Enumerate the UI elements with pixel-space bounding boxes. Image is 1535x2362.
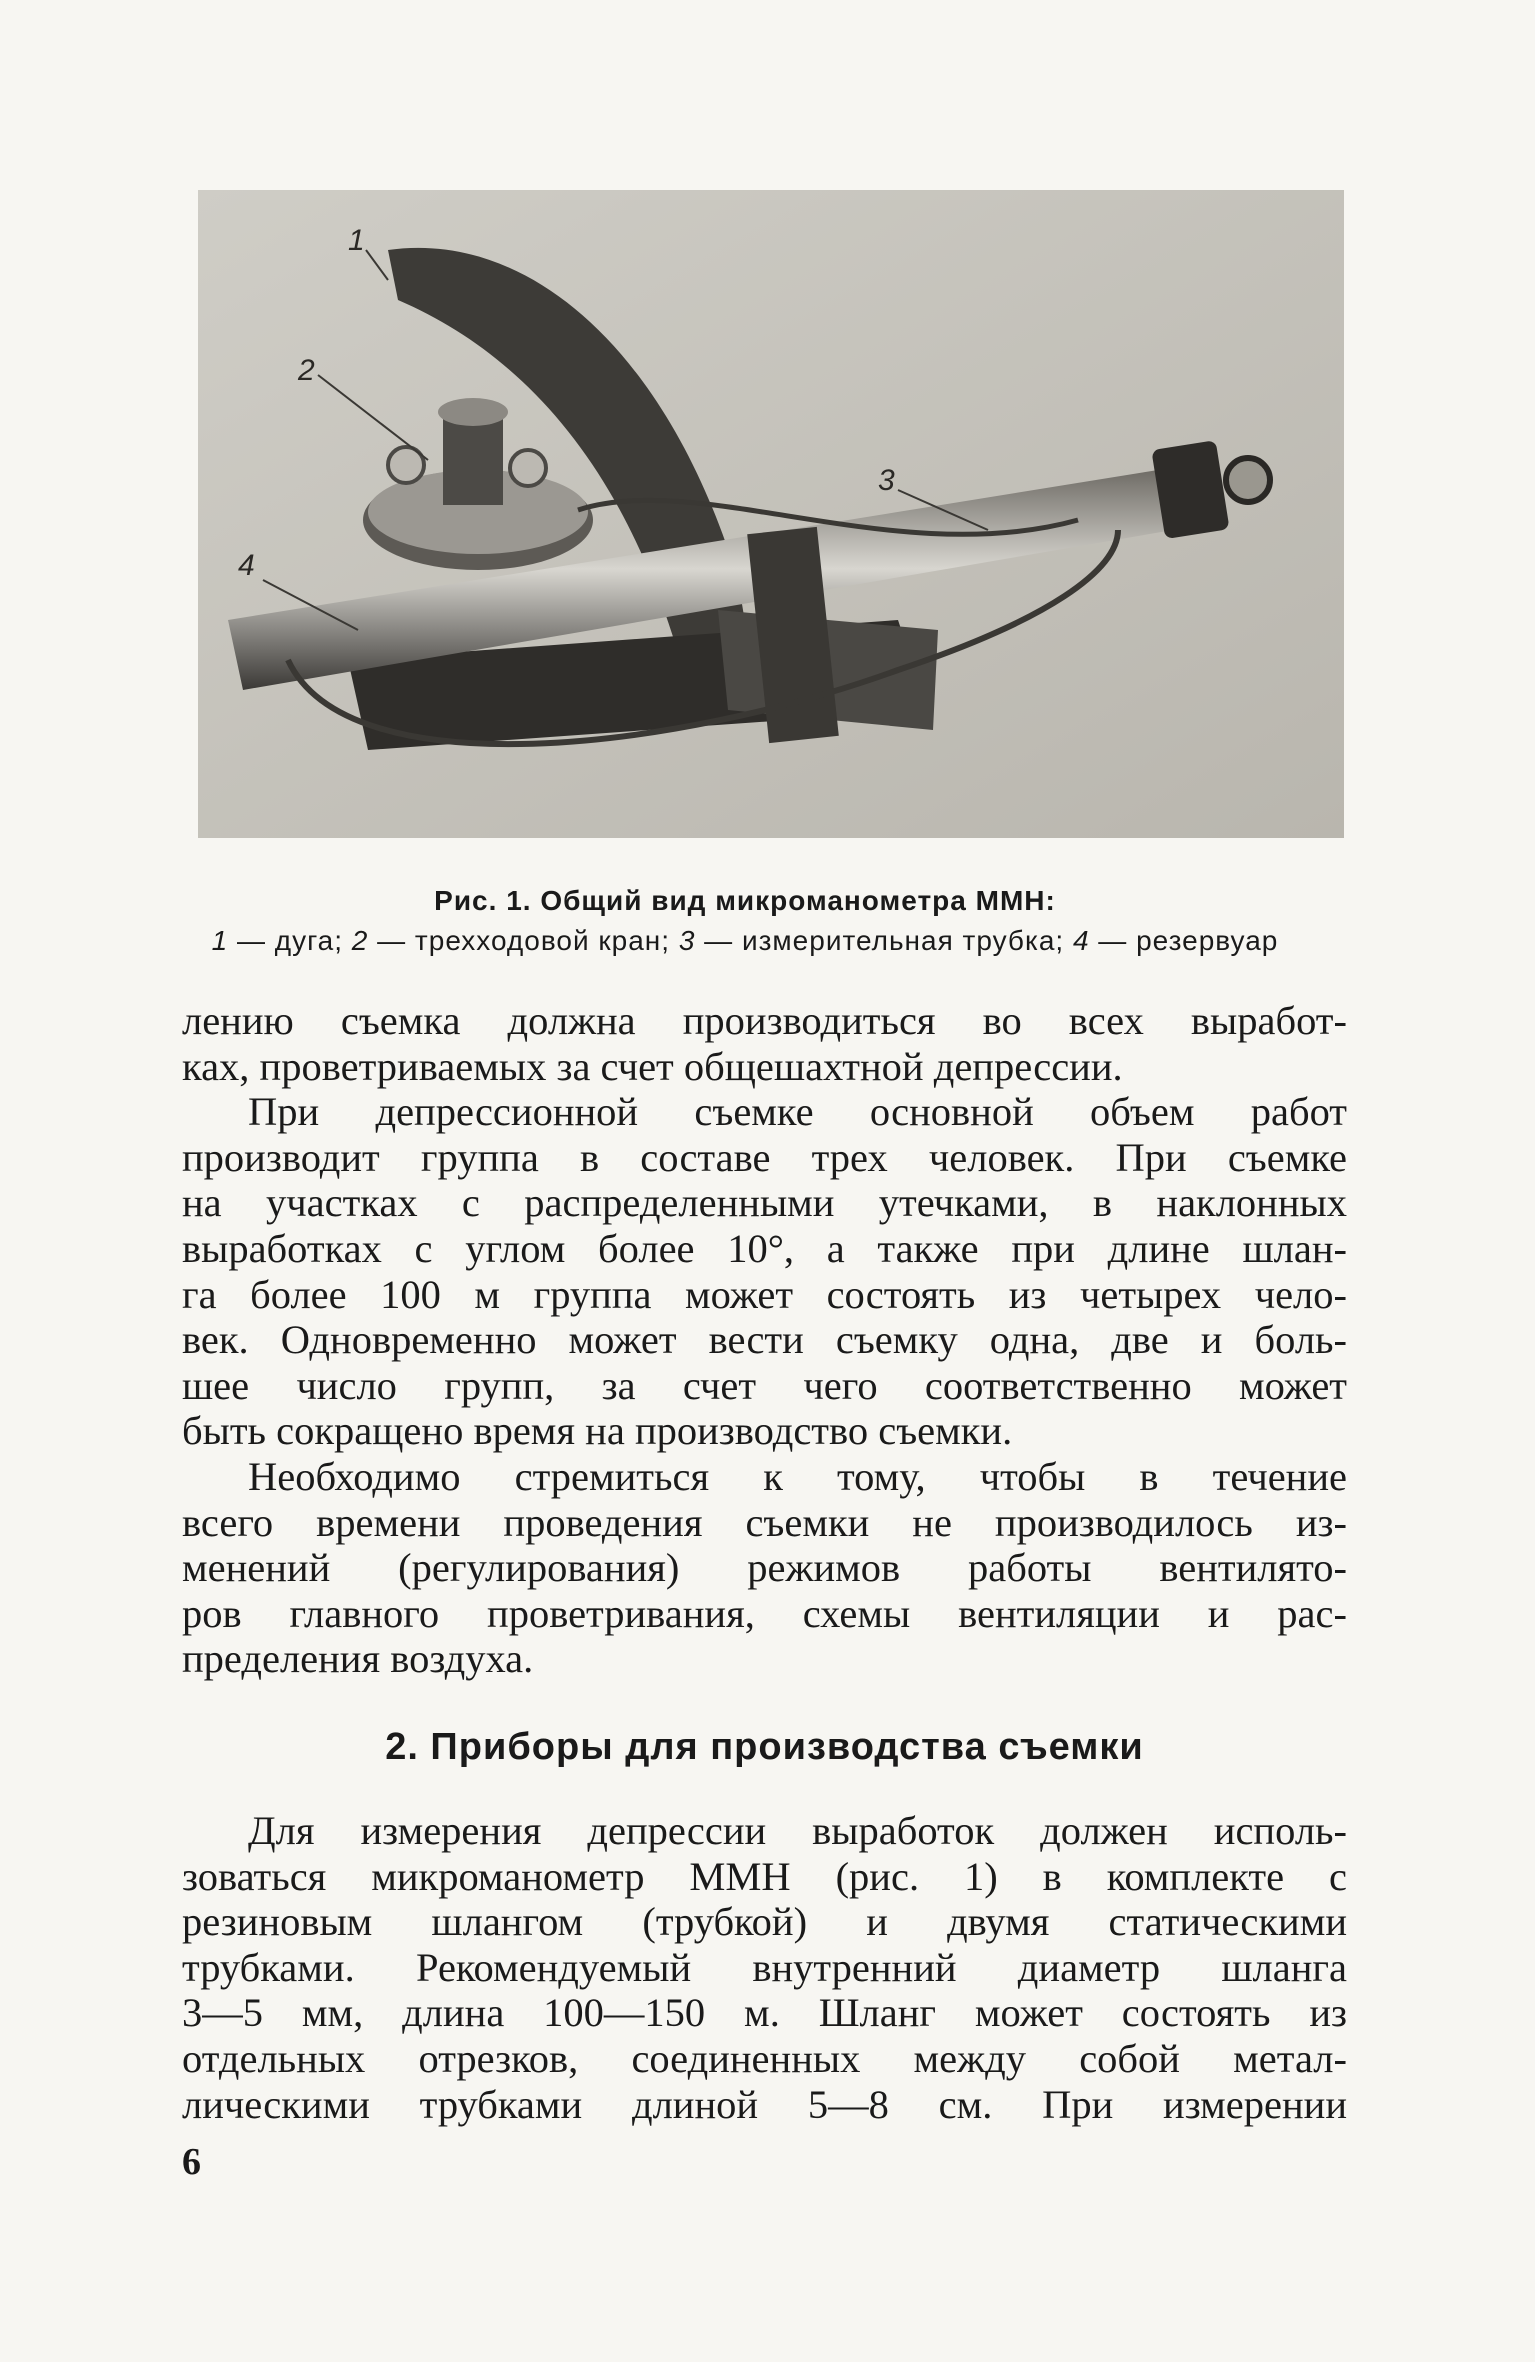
text-line: выработках с углом более 10°, а также при длине шлан- [182, 1225, 1347, 1271]
figure-label-1: 1 [348, 224, 365, 257]
text-line: век. Одновременно может вести съемку одна, две и боль- [182, 1317, 1347, 1363]
text-line: Для измерения депрессии выработок должен исполь- [248, 1808, 1347, 1853]
text-line: лению съемка должна производиться во всех выработ- [182, 998, 1347, 1043]
figure-label-2: 2 [298, 354, 315, 387]
legend-text: — трехходовой кран; [368, 925, 679, 956]
legend-num: 3 [678, 925, 696, 956]
legend-text: — дуга; [228, 925, 352, 956]
text-line: шее число групп, за счет чего соответственно может [182, 1362, 1347, 1408]
text-line: 3—5 мм, длина 100—150 м. Шланг может состоять из [182, 1990, 1347, 2036]
text-line: менений (регулирования) режимов работы вентилято- [182, 1545, 1347, 1591]
body-text-upper [182, 998, 1347, 1682]
legend-text: — измерительная трубка; [695, 925, 1073, 956]
legend-num: 1 [211, 925, 229, 956]
text-line: зоваться микроманометр ММН (рис. 1) в комплекте с [182, 1853, 1347, 1899]
figure-caption-legend [170, 925, 1320, 957]
text-line: ров главного проветривания, схемы вентиляции и рас- [182, 1590, 1347, 1636]
micromanometer-photo-icon [198, 190, 1344, 838]
legend-num: 4 [1072, 925, 1090, 956]
section-heading: 2. Приборы для производства съемки [385, 1726, 1144, 1768]
text-line: га более 100 м группа может состоять из четырех чело- [182, 1271, 1347, 1317]
text-line: всего времени проведения съемки не производилось из- [182, 1499, 1347, 1545]
figure-label-3: 3 [878, 464, 895, 497]
figure-label-4: 4 [238, 549, 255, 582]
text-line: быть сокращено время на производство съемки. [182, 1408, 1013, 1454]
text-line: на участках с распределенными утечками, в наклонных [182, 1180, 1347, 1226]
page-number: 6 [182, 2141, 201, 2183]
text-line: Необходимо стремиться к тому, чтобы в течение [248, 1453, 1347, 1499]
body-text-lower [182, 1808, 1347, 2127]
figure-micromanometer-photo [198, 190, 1344, 838]
text-line: резиновым шлангом (трубкой) и двумя статическими [182, 1899, 1347, 1945]
legend-num: 2 [351, 925, 369, 956]
figure-caption-title: Рис. 1. Общий вид микроманометра ММН: [434, 885, 1056, 916]
text-line: отдельных отрезков, соединенных между собой метал- [182, 2035, 1347, 2081]
text-line: производит группа в составе трех человек. При съемке [182, 1134, 1347, 1180]
legend-text: — резервуар [1089, 925, 1279, 956]
text-line: пределения воздуха. [182, 1636, 534, 1682]
text-line: лическими трубками длиной 5—8 см. При измерении [182, 2081, 1347, 2127]
text-line: трубками. Рекомендуемый внутренний диаметр шланга [182, 1944, 1347, 1990]
text-line: ках, проветриваемых за счет общешахтной депрессии. [182, 1043, 1123, 1089]
text-line: При депрессионной съемке основной объем работ [248, 1089, 1347, 1135]
